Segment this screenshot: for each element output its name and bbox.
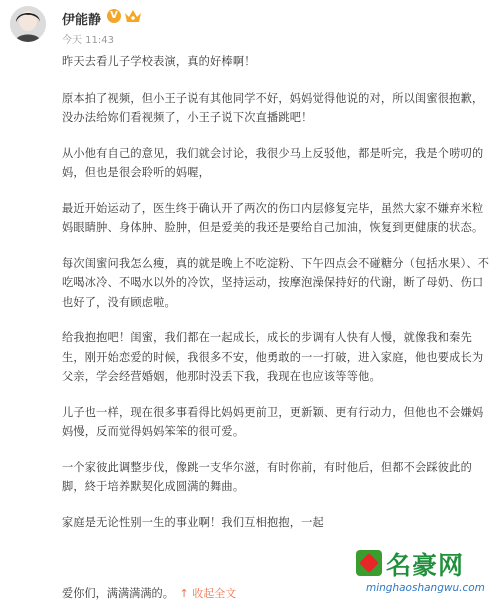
author-name[interactable]: 伊能静 <box>62 13 102 28</box>
post-time[interactable]: 今天 11:43 <box>62 35 114 46</box>
watermark-title: 名豪网 <box>386 551 465 580</box>
up-arrow-icon[interactable]: ↑ <box>179 587 189 600</box>
post-paragraph: 昨天去看儿子学校表演，真的好棒啊！ <box>62 55 256 68</box>
post-paragraph: 最近开始运动了，医生终于确认开了两次的伤口内层修复完毕，虽然大家不嫌弃米粒妈眼睛肿、身体肿、脸肿，但是爱美的我还是要给自己加油，恢复到更健康的状态。 <box>62 201 484 234</box>
crown-icon <box>124 8 142 28</box>
post-header <box>0 0 500 50</box>
post-paragraph: 给我抱抱吧！闺蜜，我们都在一起成长，成长的步调有人快有人慢，就像我和秦先生，刚开始恋爱的时候，我很多不安，他勇敢的一一打破，进入家庭，他也要成长为父亲，学会经营婚姻，他那时没丢下我，我现在也应该等等他。 <box>62 331 484 383</box>
post-paragraph: 从小他有自己的意见，我们就会讨论，我很少马上反驳他，都是听完，我是个唠叨的妈，但也是很会聆听的妈喔， <box>62 146 484 179</box>
watermark <box>356 548 500 609</box>
post-paragraph: 儿子也一样，现在很多事看得比妈妈更前卫，更新颖、更有行动力，但他也不会嫌妈妈慢，反而觉得妈妈笨笨的很可爱。 <box>62 405 484 438</box>
post-paragraph: 原本拍了视频，但小王子说有其他同学不好，妈妈觉得他说的对，所以闺蜜很抱歉，没办法给妳们看视频了，小王子说下次直播跳吧！ <box>62 91 484 124</box>
post-paragraph: 家庭是无论性别一生的事业啊！我们互相抱抱，一起 <box>62 515 324 529</box>
watermark-url: minghaoshangwu.com <box>366 582 485 594</box>
post-last-line: 爱你们，满满满满的。 <box>62 587 174 600</box>
collapse-link[interactable]: 收起全文 <box>192 587 237 600</box>
verified-badge-icon: V <box>107 9 121 23</box>
post-footer <box>62 585 236 603</box>
avatar[interactable] <box>10 6 46 42</box>
post-paragraph: 每次闺蜜问我怎么瘦，真的就是晚上不吃淀粉、下午四点会不碰糖分（包括水果）、不吃喝冰冷、不喝水以外的冷饮，坚持运动，按摩泡澡保持好的代谢，断了母奶、伤口也好了，没有顾虑啦。 <box>62 256 490 309</box>
watermark-logo-icon <box>356 550 382 576</box>
post-paragraph: 一个家彼此调整步伐，像跳一支华尔滋，有时你前，有时他后，但都不会踩彼此的脚，終于培养默契化成圆满的舞曲。 <box>62 460 472 493</box>
post-body <box>62 52 490 548</box>
